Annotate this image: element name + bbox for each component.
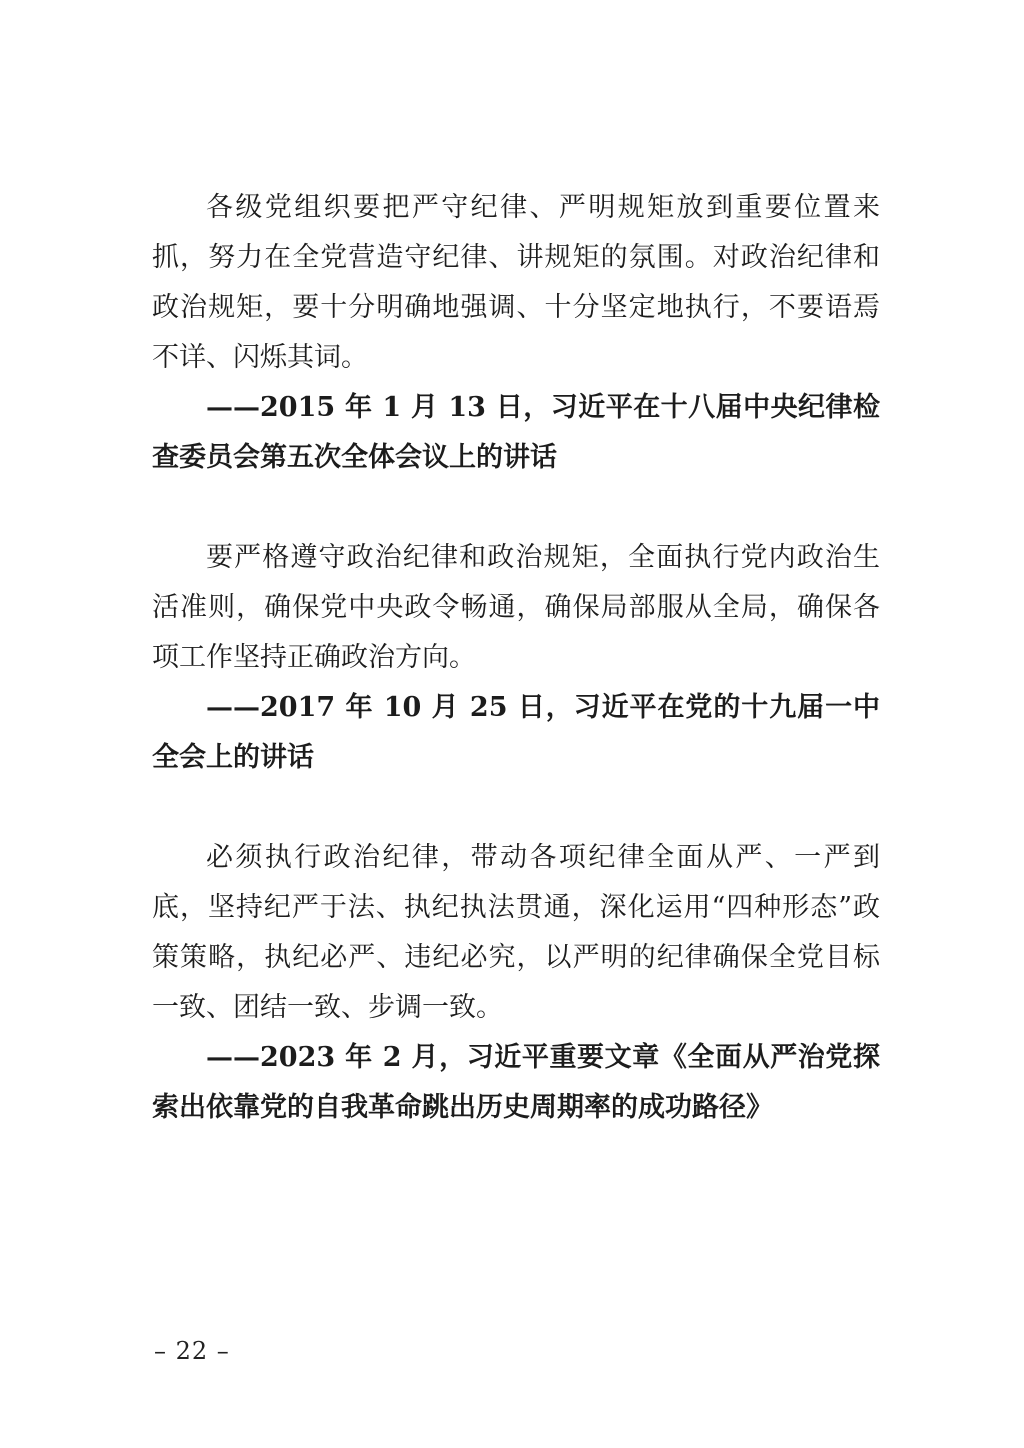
attribution-1: ——2015 年 1 月 13 日，习近平在十八届中央纪律检查委员会第五次全体会议上的讲话 [152,392,880,473]
attribution-3: ——2023 年 2 月，习近平重要文章《全面从严治党探索出依靠党的自我革命跳出历史周期率的成功路径》 [152,1042,880,1123]
quote-section-2 [152,533,880,783]
quote-section-3 [152,833,880,1133]
attribution-2: ——2017 年 10 月 25 日，习近平在党的十九届一中全会上的讲话 [152,692,880,773]
quote-section-1 [152,183,880,483]
quote-paragraph-3: 必须执行政治纪律，带动各项纪律全面从严、一严到底，坚持纪严于法、执纪执法贯通，深化运用“四种形态”政策策略，执纪必严、违纪必究，以严明的纪律确保全党目标一致、团结一致、步调一致。 [152,842,880,1023]
document-content [152,183,880,1133]
quote-paragraph-1: 各级党组织要把严守纪律、严明规矩放到重要位置来抓，努力在全党营造守纪律、讲规矩的氛围。对政治纪律和政治规矩，要十分明确地强调、十分坚定地执行，不要语焉不详、闪烁其词。 [152,192,880,373]
page-number: – 22 – [154,1337,230,1365]
quote-paragraph-2: 要严格遵守政治纪律和政治规矩，全面执行党内政治生活准则，确保党中央政令畅通，确保局部服从全局，确保各项工作坚持正确政治方向。 [152,542,880,673]
